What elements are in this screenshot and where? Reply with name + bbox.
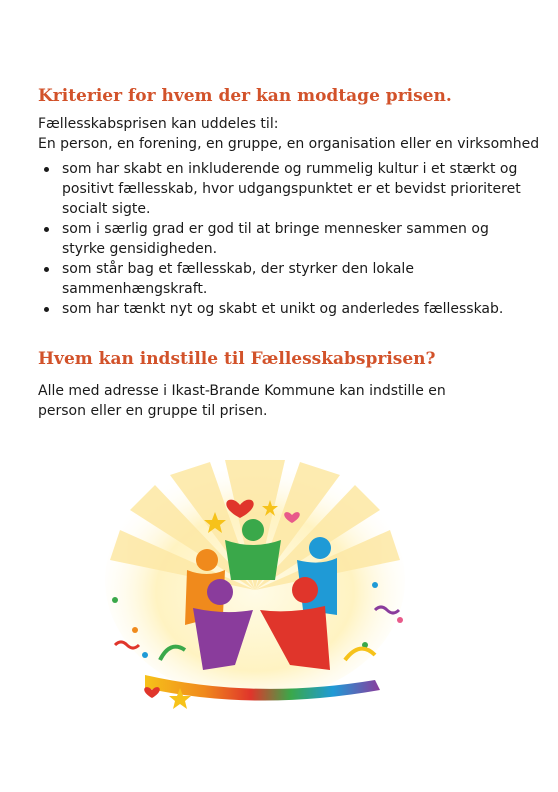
criteria-text: som har tænkt nyt og skabt et unikt og anderledes fællesskab. <box>62 301 504 317</box>
nomination-heading: Hvem kan indstille til Fællesskabsprisen? <box>38 349 436 369</box>
criteria-intro-line1: Fællesskabsprisen kan uddeles til: <box>38 116 279 132</box>
bullet-icon <box>44 227 49 232</box>
criteria-intro <box>38 114 558 154</box>
criteria-heading: Kriterier for hvem der kan modtage prisen. <box>38 86 452 106</box>
criteria-list-item <box>38 259 522 299</box>
bullet-icon <box>44 267 49 272</box>
criteria-list-item <box>38 219 522 259</box>
bullet-icon <box>44 167 49 172</box>
criteria-list <box>38 159 522 319</box>
criteria-text: som har skabt en inkluderende og rummelig kultur i et stærkt og positivt fællesskab, hvor udgangspunktet er et bevidst prioriteret socialt sigte. <box>62 161 521 217</box>
criteria-list-item <box>38 159 522 219</box>
criteria-text: som i særlig grad er god til at bringe mennesker sammen og styrke gensidigheden. <box>62 221 489 257</box>
nomination-text: Alle med adresse i Ikast-Brande Kommune kan indstille en person eller en gruppe til prisen. <box>38 383 446 419</box>
community-prize-illustration <box>75 450 435 720</box>
criteria-text: som står bag et fællesskab, der styrker den lokale sammenhængskraft. <box>62 261 414 297</box>
bullet-icon <box>44 307 49 312</box>
criteria-intro-line2: En person, en forening, en gruppe, en organisation eller en virksomhed <box>38 136 540 152</box>
criteria-list-item <box>38 299 522 319</box>
